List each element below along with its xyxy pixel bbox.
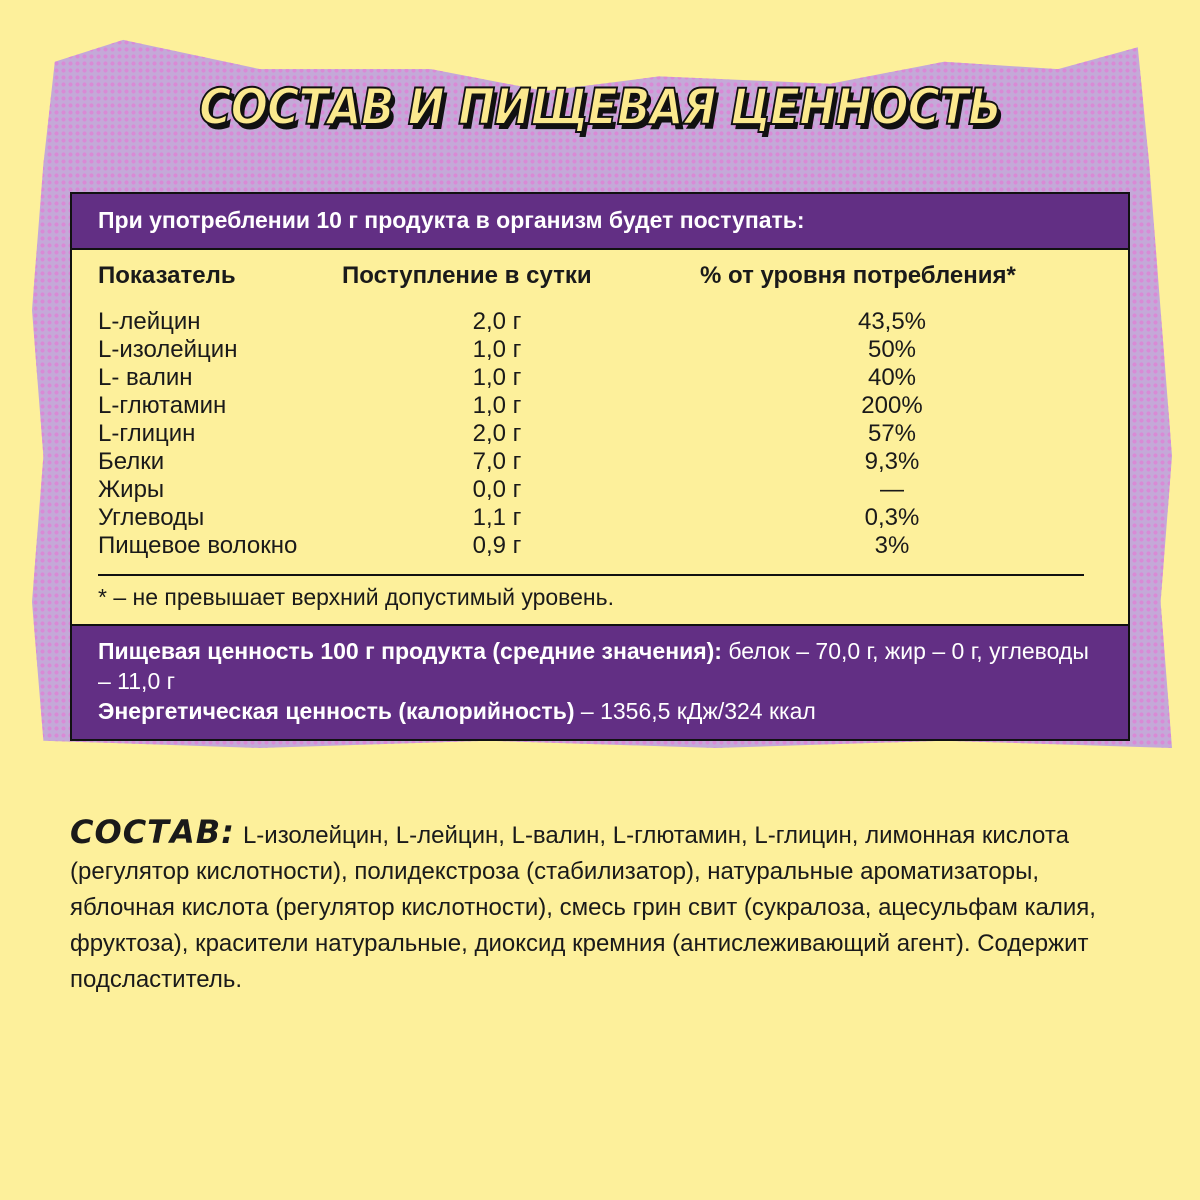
table-row bbox=[72, 364, 1128, 392]
indicator-cell: Углеводы bbox=[98, 504, 205, 531]
table-row bbox=[72, 504, 1128, 532]
table-row bbox=[72, 392, 1128, 420]
intake-cell: 2,0 г bbox=[472, 308, 522, 335]
footnote: * – не превышает верхний допустимый уровень. bbox=[98, 584, 614, 610]
nutrition-label: Пищевая ценность 100 г продукта (средние значения): bbox=[98, 638, 722, 664]
column-header-indicator: Показатель bbox=[98, 262, 236, 289]
nutrition-summary bbox=[72, 624, 1128, 739]
table-row bbox=[72, 336, 1128, 364]
percent-cell: 43,5% bbox=[857, 308, 927, 335]
intake-cell: 1,0 г bbox=[472, 392, 522, 419]
percent-cell: 57% bbox=[867, 420, 917, 447]
percent-cell: 3% bbox=[874, 532, 910, 559]
percent-cell: — bbox=[880, 476, 904, 503]
intake-cell: 0,0 г bbox=[472, 476, 522, 503]
intake-cell: 1,1 г bbox=[472, 504, 522, 531]
percent-cell: 9,3% bbox=[864, 448, 920, 475]
indicator-cell: L-глютамин bbox=[98, 392, 227, 419]
nutrition-table bbox=[70, 192, 1130, 741]
divider bbox=[98, 574, 1084, 576]
nutrition-value: белок – 70,0 г, жир – 0 г, углеводы – 11,0 г bbox=[98, 638, 1089, 694]
intake-cell: 0,9 г bbox=[472, 532, 522, 559]
table-row bbox=[72, 420, 1128, 448]
indicator-cell: L-лейцин bbox=[98, 308, 201, 335]
indicator-cell: Пищевое волокно bbox=[98, 532, 298, 559]
indicator-cell: Жиры bbox=[98, 476, 165, 503]
indicator-cell: L-изолейцин bbox=[98, 336, 238, 363]
intake-cell: 7,0 г bbox=[472, 448, 522, 475]
percent-cell: 200% bbox=[861, 392, 923, 419]
indicator-cell: Белки bbox=[98, 448, 165, 475]
percent-cell: 50% bbox=[867, 336, 917, 363]
column-header-daily-intake: Поступление в сутки bbox=[342, 262, 592, 289]
percent-cell: 0,3% bbox=[864, 504, 920, 531]
indicator-cell: L-глицин bbox=[98, 420, 196, 447]
indicator-cell: L- валин bbox=[98, 364, 193, 391]
table-row bbox=[72, 532, 1128, 560]
energy-value: – 1356,5 кДж/324 ккал bbox=[574, 698, 816, 724]
table-row bbox=[72, 448, 1128, 476]
column-header-percent: % от уровня потребления* bbox=[700, 262, 1016, 289]
intake-cell: 1,0 г bbox=[472, 364, 522, 391]
composition-label: СОСТАВ: bbox=[70, 813, 235, 851]
page-title: СОСТАВ И ПИЩЕВАЯ ЦЕННОСТЬ bbox=[199, 78, 1001, 136]
percent-cell: 40% bbox=[867, 364, 917, 391]
intake-cell: 2,0 г bbox=[472, 420, 522, 447]
table-row bbox=[72, 476, 1128, 504]
energy-label: Энергетическая ценность (калорийность) bbox=[98, 698, 575, 724]
composition bbox=[70, 814, 1140, 998]
composition-text: L-изолейцин, L-лейцин, L-валин, L-глютамин, L-глицин, лимонная кислота (регулятор кислотности), полидекстроза (стабилизатор), натуральные ароматизаторы, яблочная кислота (регулятор кислотности), смесь грин свит (сукралоза, ацесульфам калия, фруктоза), красители натуральные, диоксид кремния (антислеживающий агент). Содержит подсластитель. bbox=[70, 822, 1096, 993]
table-row bbox=[72, 308, 1128, 336]
intake-cell: 1,0 г bbox=[472, 336, 522, 363]
table-header: При употреблении 10 г продукта в организм будет поступать: bbox=[72, 194, 1128, 250]
